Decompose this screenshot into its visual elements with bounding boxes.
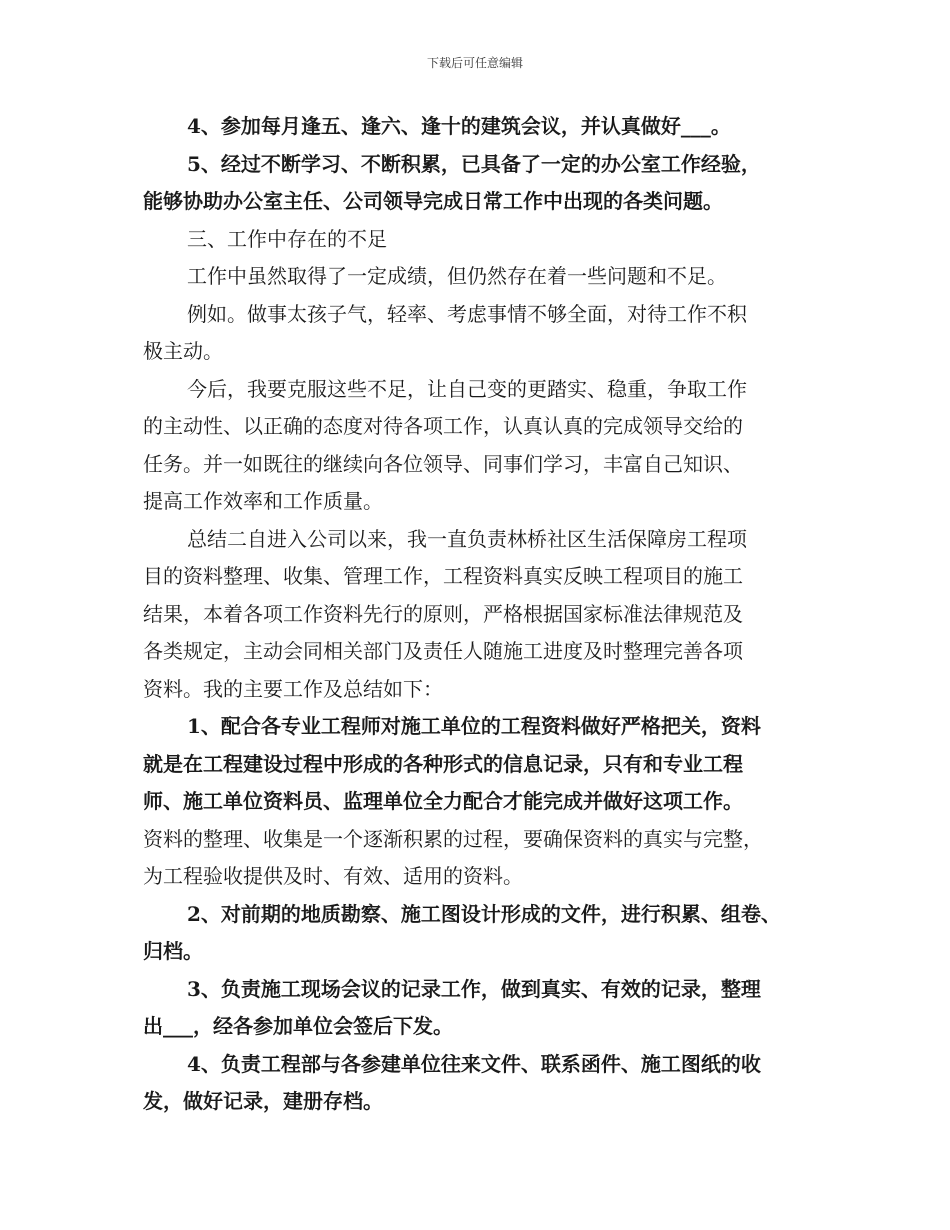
paragraph: [143, 146, 815, 221]
text-line: 5、经过不断学习、不断积累，已具备了一定的办公室工作经验，: [187, 151, 761, 176]
text-line: 今后，我要克服这些不足，让自己变的更踏实、稳重，争取工作: [187, 376, 747, 401]
paragraph: [143, 296, 815, 371]
paragraph: [143, 108, 815, 146]
text-line: 各类规定，主动会同相关部门及责任人随施工进度及时整理完善各项: [143, 639, 743, 663]
text-line: 就是在工程建设过程中形成的各种形式的信息记录，只有和专业工程: [143, 751, 743, 776]
text-line: 资料。我的主要工作及总结如下：: [143, 676, 443, 701]
text-line: 任务。并一如既往的继续向各位领导、同事们学习，丰富自己知识、: [143, 451, 743, 476]
text-line: 4、负责工程部与各参建单位往来文件、联系函件、施工图纸的收: [187, 1051, 761, 1076]
paragraph: [143, 821, 815, 896]
paragraph: [143, 1046, 815, 1121]
text-line: 发，做好记录，建册存档。: [143, 1089, 383, 1113]
paragraph: [143, 221, 815, 259]
text-line: 提高工作效率和工作质量。: [143, 489, 383, 513]
text-line: 目的资料整理、收集、管理工作，工程资料真实反映工程项目的施工: [143, 564, 743, 588]
page-header: 下载后可任意编辑: [426, 56, 523, 70]
text-line: 极主动。: [143, 339, 223, 363]
text-line: 3、负责施工现场会议的记录工作，做到真实、有效的记录，整理: [187, 976, 761, 1001]
text-line: 总结二自进入公司以来，我一直负责林桥社区生活保障房工程项: [187, 526, 747, 551]
text-line: 三、工作中存在的不足: [187, 226, 387, 251]
paragraph: [143, 896, 815, 971]
text-line: 为工程验收提供及时、有效、适用的资料。: [143, 864, 523, 888]
paragraph: [143, 708, 815, 821]
text-line: 1、配合各专业工程师对施工单位的工程资料做好严格把关，资料: [187, 714, 761, 738]
text-line: 工作中虽然取得了一定成绩，但仍然存在着一些问题和不足。: [187, 264, 727, 288]
text-line: 资料的整理、收集是一个逐渐积累的过程，要确保资料的真实与完整，: [143, 826, 763, 851]
text-line: 2、对前期的地质勘察、施工图设计形成的文件，进行积累、组卷、: [187, 901, 781, 926]
text-line: 例如。做事太孩子气，轻率、考虑事情不够全面，对待工作不积: [187, 301, 747, 326]
document-body: [143, 108, 815, 1121]
paragraph: [143, 971, 815, 1046]
paragraph: [143, 371, 815, 521]
text-line: 能够协助办公室主任、公司领导完成日常工作中出现的各类问题。: [143, 189, 723, 213]
paragraph: [143, 258, 815, 296]
text-line: 归档。: [143, 939, 203, 963]
text-line: 4、参加每月逢五、逢六、逢十的建筑会议，并认真做好___。: [187, 114, 731, 138]
text-line: 出___，经各参加单位会签后下发。: [143, 1014, 453, 1038]
text-line: 结果，本着各项工作资料先行的原则，严格根据国家标准法律规范及: [143, 601, 743, 626]
text-line: 的主动性、以正确的态度对待各项工作，认真认真的完成领导交给的: [143, 414, 743, 438]
text-line: 师、施工单位资料员、监理单位全力配合才能完成并做好这项工作。: [143, 789, 743, 813]
paragraph: [143, 521, 815, 709]
